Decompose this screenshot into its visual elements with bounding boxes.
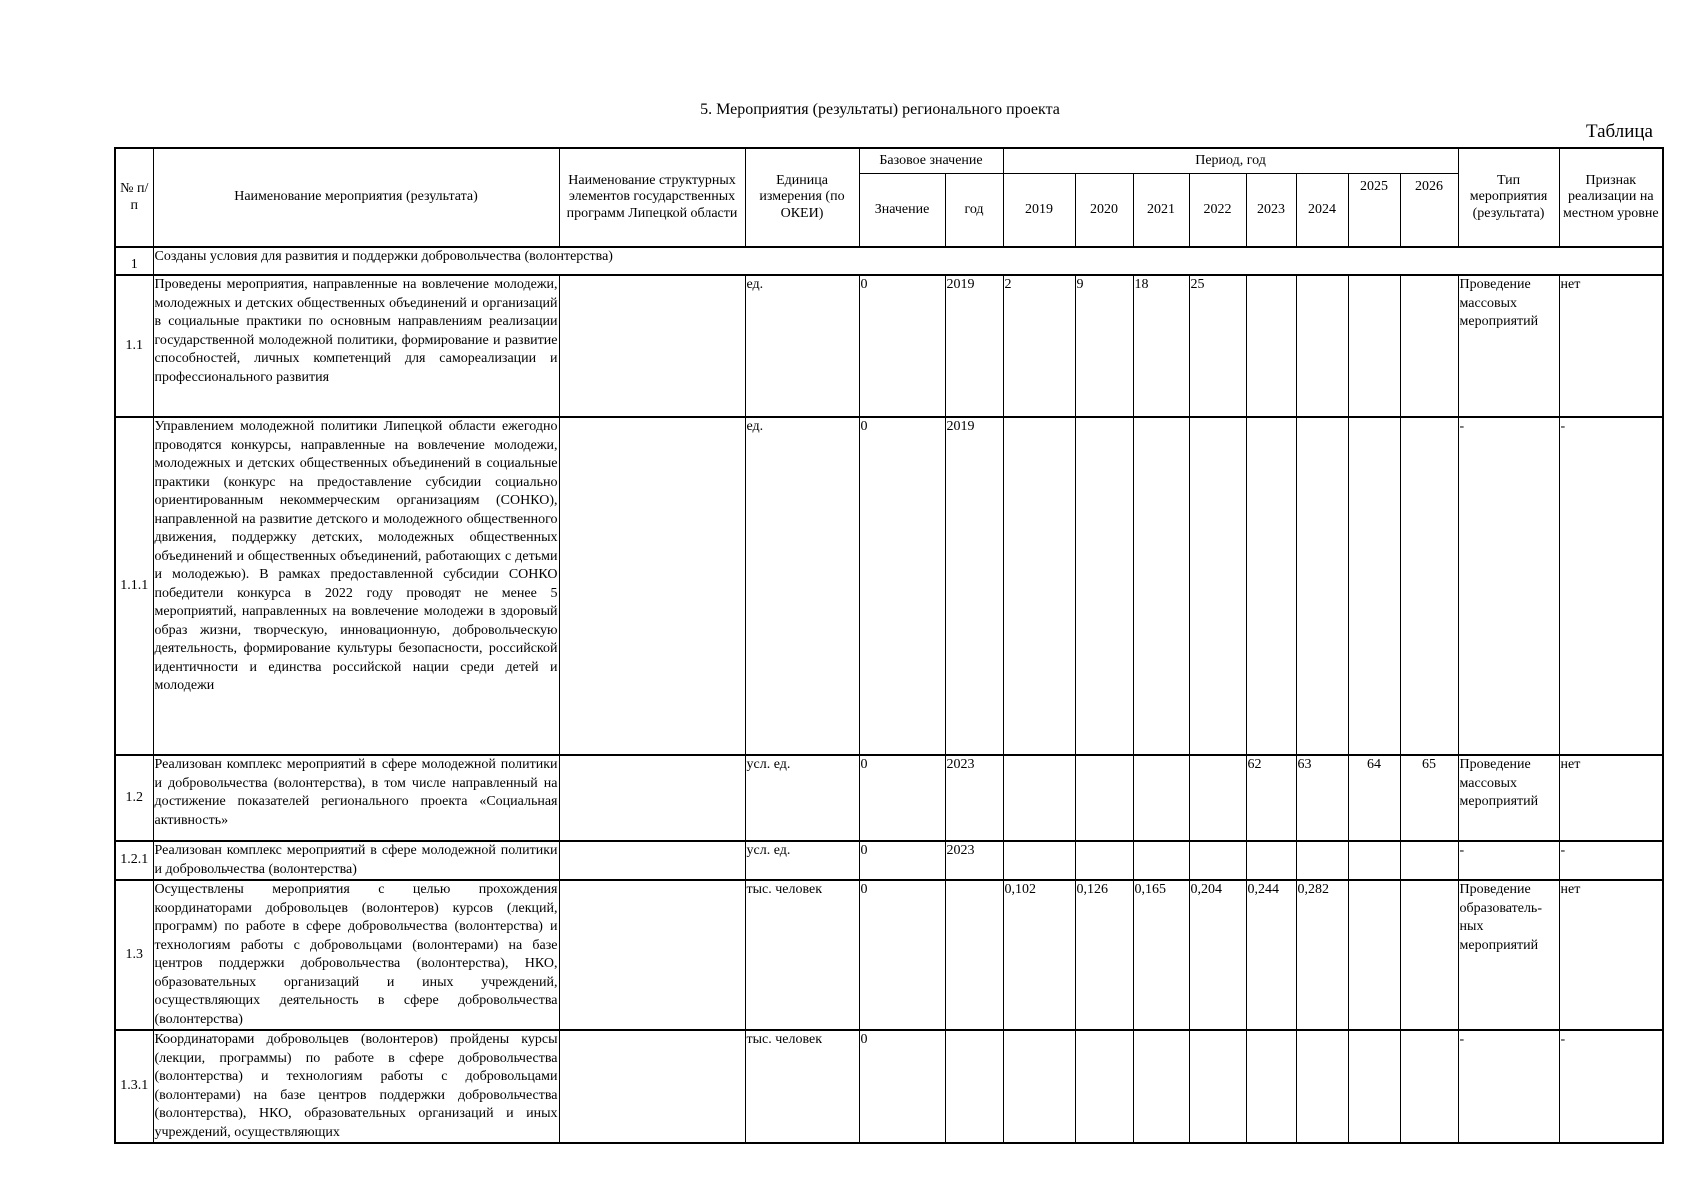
row-num: 1.3.1: [115, 1030, 153, 1143]
row-year-value: [1246, 275, 1296, 417]
table-row: [115, 1030, 1663, 1143]
section-num: 1: [115, 247, 153, 275]
results-table: [114, 147, 1664, 1144]
header-year: 2019: [1003, 174, 1075, 248]
row-base-year: [945, 1030, 1003, 1143]
header-num: № п/п: [115, 148, 153, 247]
row-num: 1.1.1: [115, 417, 153, 755]
row-year-value: [1189, 1030, 1246, 1143]
row-name: Реализован комплекс мероприятий в сфере молодежной политики и добровольчества (волонтерства): [153, 841, 559, 880]
section-title: Созданы условия для развития и поддержки добровольчества (волонтерства): [153, 247, 1663, 275]
row-year-value: [1133, 755, 1189, 841]
table-row: [115, 417, 1663, 755]
row-year-value: [1075, 755, 1133, 841]
row-year-value: [1348, 417, 1400, 755]
header-base: Базовое значение: [859, 148, 1003, 174]
row-year-value: 18: [1133, 275, 1189, 417]
row-structural: [559, 755, 745, 841]
table-row: [115, 275, 1663, 417]
row-year-value: [1075, 841, 1133, 880]
row-base-year: 2019: [945, 417, 1003, 755]
row-name: Проведены мероприятия, направленные на вовлечение молодежи, молодежных и детских общественных объединений и организаций в социальные практики по основным направлениям реализации государственной молодежной политики, формирование и развитие способностей, личных компетенций для самореализации и профессионального развития: [153, 275, 559, 417]
row-year-value: [1189, 417, 1246, 755]
row-num: 1.2: [115, 755, 153, 841]
row-base-value: 0: [859, 880, 945, 1030]
table-label: Таблица: [1585, 121, 1653, 142]
row-year-value: [1189, 841, 1246, 880]
row-year-value: [1400, 275, 1458, 417]
header-year: 2020: [1075, 174, 1133, 248]
row-year-value: [1348, 880, 1400, 1030]
row-unit: ед.: [745, 417, 859, 755]
row-local: нет: [1559, 755, 1663, 841]
row-name: Реализован комплекс мероприятий в сфере молодежной политики и добровольчества (волонтерства), в том числе направленный на достижение показателей регионального проекта «Социальная активность»: [153, 755, 559, 841]
row-base-value: 0: [859, 1030, 945, 1143]
row-year-value: [1133, 1030, 1189, 1143]
row-year-value: [1400, 880, 1458, 1030]
row-base-value: 0: [859, 841, 945, 880]
header-base-value: Значение: [859, 174, 945, 248]
row-type: -: [1458, 417, 1559, 755]
row-unit: тыс. человек: [745, 1030, 859, 1143]
row-unit: усл. ед.: [745, 841, 859, 880]
row-year-value: [1003, 755, 1075, 841]
row-year-value: [1400, 417, 1458, 755]
row-year-value: 2: [1003, 275, 1075, 417]
row-year-value: 0,282: [1296, 880, 1348, 1030]
row-year-value: 0,244: [1246, 880, 1296, 1030]
header-year: 2024: [1296, 174, 1348, 248]
row-year-value: [1246, 1030, 1296, 1143]
row-year-value: [1003, 1030, 1075, 1143]
header-year: 2023: [1246, 174, 1296, 248]
header-year: 2026: [1400, 174, 1458, 248]
row-year-value: [1296, 275, 1348, 417]
row-name: Управлением молодежной политики Липецкой области ежегодно проводятся конкурсы, направленные на вовлечение молодежи, молодежных и детских общественных объединений в социальные практики (конкурс на предоставление субсидии социально ориентированным некоммерческим организациям (СОНКО), направленной на развитие детского и молодежного общественного движения, поддержку детских, молодежных общественных объединений и общественных объединений, работающих с детьми и молодежью). В рамках предоставленной субсидии СОНКО победители конкурса в 2022 году проводят не менее 5 мероприятий, направленных на вовлечение молодежи в здоровый образ жизни, творческую, инновационную, добровольческую деятельность, формирование культуры безопасности, российской идентичности и единства российской нации среди детей и молодежи: [153, 417, 559, 755]
row-structural: [559, 1030, 745, 1143]
table-row: [115, 880, 1663, 1030]
row-year-value: 25: [1189, 275, 1246, 417]
row-local: -: [1559, 417, 1663, 755]
row-type: Проведение массовых мероприятий: [1458, 275, 1559, 417]
row-year-value: [1296, 841, 1348, 880]
row-year-value: [1348, 275, 1400, 417]
row-structural: [559, 417, 745, 755]
row-year-value: 0,204: [1189, 880, 1246, 1030]
row-unit: тыс. человек: [745, 880, 859, 1030]
row-year-value: [1296, 417, 1348, 755]
row-structural: [559, 841, 745, 880]
row-base-value: 0: [859, 275, 945, 417]
row-unit: ед.: [745, 275, 859, 417]
header-year: 2021: [1133, 174, 1189, 248]
row-base-year: 2023: [945, 755, 1003, 841]
header-structural: Наименование структурных элементов государственных программ Липецкой области: [559, 148, 745, 247]
row-type: -: [1458, 1030, 1559, 1143]
row-year-value: 0,102: [1003, 880, 1075, 1030]
row-base-year: [945, 880, 1003, 1030]
row-year-value: [1133, 417, 1189, 755]
row-year-value: [1400, 841, 1458, 880]
row-year-value: [1003, 841, 1075, 880]
row-year-value: [1246, 417, 1296, 755]
row-year-value: 63: [1296, 755, 1348, 841]
row-base-year: 2023: [945, 841, 1003, 880]
row-year-value: [1296, 1030, 1348, 1143]
row-year-value: [1003, 417, 1075, 755]
row-type: Проведение массовых мероприятий: [1458, 755, 1559, 841]
table-row: [115, 841, 1663, 880]
row-year-value: [1075, 417, 1133, 755]
row-year-value: [1348, 1030, 1400, 1143]
section-row: [115, 247, 1663, 275]
header-period: Период, год: [1003, 148, 1458, 174]
header-local: Признак реализации на местном уровне: [1559, 148, 1663, 247]
row-year-value: [1348, 841, 1400, 880]
row-year-value: 65: [1400, 755, 1458, 841]
row-year-value: [1400, 1030, 1458, 1143]
row-base-value: 0: [859, 755, 945, 841]
header-type: Тип мероприятия (результата): [1458, 148, 1559, 247]
row-year-value: 9: [1075, 275, 1133, 417]
table-header: [115, 148, 1663, 247]
page-title: 5. Мероприятия (результаты) регионального проекта: [700, 101, 1060, 118]
header-name: Наименование мероприятия (результата): [153, 148, 559, 247]
row-type: Проведение образователь-ных мероприятий: [1458, 880, 1559, 1030]
row-local: -: [1559, 841, 1663, 880]
row-base-year: 2019: [945, 275, 1003, 417]
row-local: -: [1559, 1030, 1663, 1143]
row-year-value: 62: [1246, 755, 1296, 841]
row-structural: [559, 880, 745, 1030]
row-local: нет: [1559, 275, 1663, 417]
row-year-value: [1133, 841, 1189, 880]
row-year-value: [1075, 1030, 1133, 1143]
row-num: 1.2.1: [115, 841, 153, 880]
row-name: Осуществлены мероприятия с целью прохождения координаторами добровольцев (волонтеров) курсов (лекций, программ) по работе в сфере добровольчества (волонтерства) и технологиям работы с добровольцами (волонтерами) на базе центров поддержки добровольчества (волонтерства), НКО, образовательных организаций и иных учреждений, осуществляющих деятельность в сфере добровольчества (волонтерства): [153, 880, 559, 1030]
row-local: нет: [1559, 880, 1663, 1030]
table-row: [115, 755, 1663, 841]
header-year: 2025: [1348, 174, 1400, 248]
row-num: 1.1: [115, 275, 153, 417]
header-base-year: год: [945, 174, 1003, 248]
row-type: -: [1458, 841, 1559, 880]
row-year-value: 64: [1348, 755, 1400, 841]
row-num: 1.3: [115, 880, 153, 1030]
header-year: 2022: [1189, 174, 1246, 248]
row-name: Координаторами добровольцев (волонтеров) пройдены курсы (лекции, программы) по работе в сфере добровольчества (волонтерства) и технологиям работы с добровольцами (волонтерами) на базе центров поддержки добровольчества (волонтерства), НКО, образовательных организаций и иных учреждений, осуществляющих: [153, 1030, 559, 1143]
row-year-value: 0,126: [1075, 880, 1133, 1030]
row-year-value: [1246, 841, 1296, 880]
header-unit: Единица измерения (по ОКЕИ): [745, 148, 859, 247]
row-year-value: 0,165: [1133, 880, 1189, 1030]
row-structural: [559, 275, 745, 417]
row-unit: усл. ед.: [745, 755, 859, 841]
row-year-value: [1189, 755, 1246, 841]
row-base-value: 0: [859, 417, 945, 755]
